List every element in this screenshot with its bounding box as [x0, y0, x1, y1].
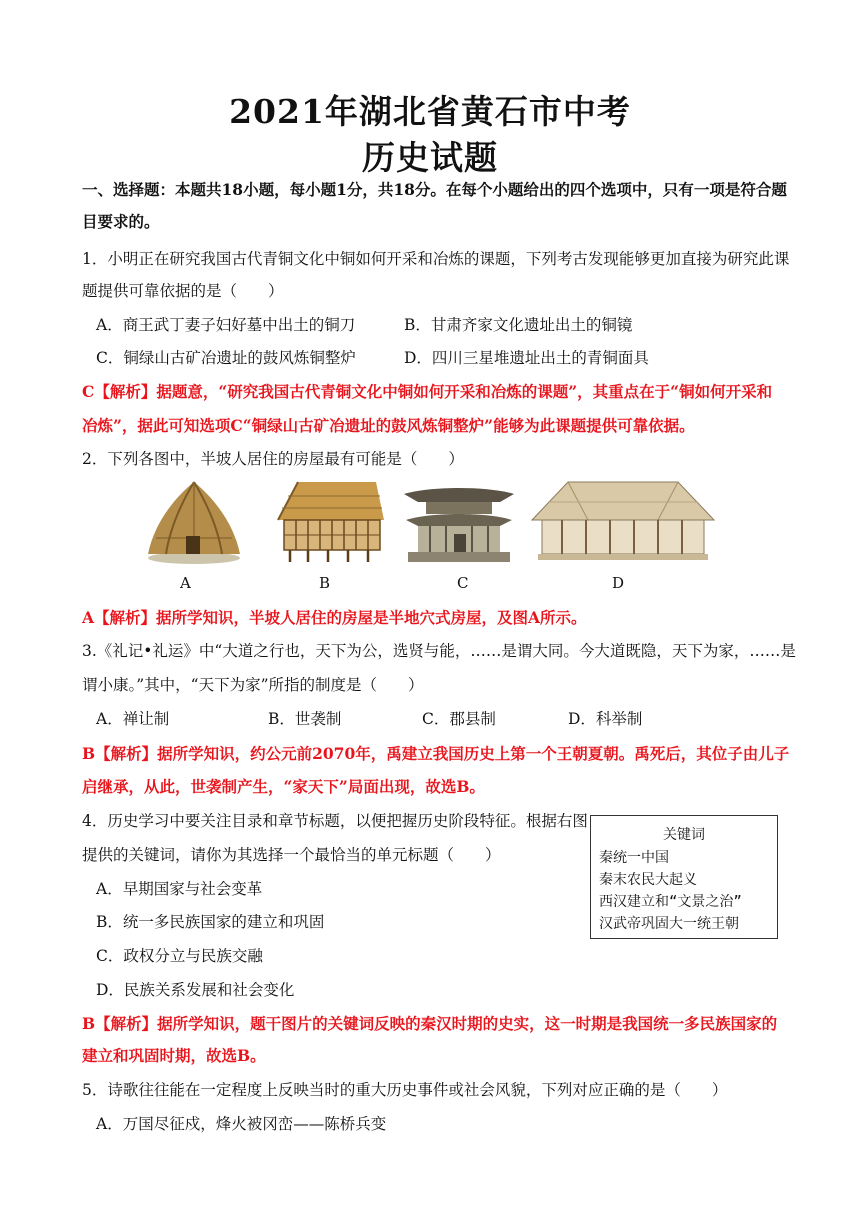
house-c-image	[400, 476, 518, 566]
keyword-box	[590, 815, 778, 939]
q1-option-a: A．商王武丁妻子妇好墓中出土的铜刀	[96, 316, 356, 334]
q1-stem-line-2: 题提供可靠依据的是（ ）	[82, 282, 284, 300]
q1-option-b: B．甘肃齐家文化遗址出土的铜镜	[404, 316, 633, 334]
q1-stem-line-1: 1．小明正在研究我国古代青铜文化中铜如何开采和冶炼的课题，下列考古发现能够更加直接为研究此课	[82, 250, 790, 268]
q4-analysis-line-2: 建立和巩固时期，故选B。	[82, 1046, 266, 1065]
q2-stem: 2．下列各图中，半坡人居住的房屋最有可能是（ ）	[82, 450, 464, 468]
q1-analysis-line-2: 冶炼”，据此可知选项C“铜绿山古矿冶遗址的鼓风炼铜整炉”能够为此课题提供可靠依据。	[82, 416, 695, 435]
keyword-item: 秦统一中国	[599, 850, 669, 866]
q4-option-d: D．民族关系发展和社会变化	[96, 981, 295, 999]
q5-stem: 5．诗歌往往能在一定程度上反映当时的重大历史事件或社会风貌，下列对应正确的是（ ）	[82, 1081, 728, 1099]
house-d-image	[528, 476, 718, 566]
section-heading-line-1: 一、选择题：本题共18小题，每小题1分，共18分。在每个小题给出的四个选项中，只有一项是符合题	[82, 180, 787, 199]
house-b-label: B	[319, 574, 331, 592]
q4-option-c: C．政权分立与民族交融	[96, 947, 263, 965]
q4-option-b: B．统一多民族国家的建立和巩固	[96, 913, 325, 931]
q3-stem-line-2: 谓小康。”其中，“天下为家”所指的制度是（ ）	[82, 676, 424, 694]
q5-option-a: A．万国尽征戍，烽火被冈峦——陈桥兵变	[96, 1115, 387, 1133]
q1-analysis-line-1: C【解析】据题意，“研究我国古代青铜文化中铜如何开采和冶炼的课题”，其重点在于“铜如何开采和	[82, 382, 773, 401]
house-c-label: C	[457, 574, 469, 592]
q3-analysis-line-2: 启继承，从此，世袭制产生，“家天下”局面出现，故选B。	[82, 777, 485, 796]
q4-option-a: A．早期国家与社会变革	[96, 880, 263, 898]
q3-option-b: B．世袭制	[268, 710, 342, 728]
keyword-item: 西汉建立和“文景之治”	[599, 894, 742, 910]
q3-stem-line-1: 3.《礼记•礼运》中“大道之行也，天下为公，选贤与能，……是谓大同。今大道既隐，天下为家，……是	[82, 642, 796, 660]
exam-subtitle: 历史试题	[362, 138, 498, 177]
house-d-label: D	[612, 574, 625, 592]
house-a-label: A	[180, 574, 191, 592]
house-b-image	[268, 476, 386, 566]
q1-option-d: D．四川三星堆遗址出土的青铜面具	[404, 349, 649, 367]
keyword-item: 汉武帝巩固大一统王朝	[599, 916, 739, 932]
q3-option-a: A．禅让制	[96, 710, 170, 728]
q2-analysis: A【解析】据所学知识，半坡人居住的房屋是半地穴式房屋，及图A所示。	[82, 608, 587, 627]
q1-option-c: C．铜绿山古矿冶遗址的鼓风炼铜整炉	[96, 349, 356, 367]
exam-title: 2021年湖北省黄石市中考	[229, 92, 631, 131]
keyword-item: 秦末农民大起义	[599, 872, 697, 888]
section-heading-line-2: 目要求的。	[82, 212, 160, 231]
q4-stem-line-1: 4．历史学习中要关注目录和章节标题，以便把握历史阶段特征。根据右图	[82, 812, 588, 830]
q4-stem-line-2: 提供的关键词，请你为其选择一个最恰当的单元标题（ ）	[82, 846, 501, 864]
q3-analysis-line-1: B【解析】据所学知识，约公元前2070年，禹建立我国历史上第一个王朝夏朝。禹死后，其位子由儿子	[82, 744, 790, 763]
q4-analysis-line-1: B【解析】据所学知识，题干图片的关键词反映的秦汉时期的史实，这一时期是我国统一多民族国家的	[82, 1014, 778, 1033]
q3-option-d: D．科举制	[568, 710, 643, 728]
house-a-image	[144, 476, 244, 566]
q3-option-c: C．郡县制	[422, 710, 496, 728]
keyword-box-title: 关键词	[663, 827, 705, 843]
